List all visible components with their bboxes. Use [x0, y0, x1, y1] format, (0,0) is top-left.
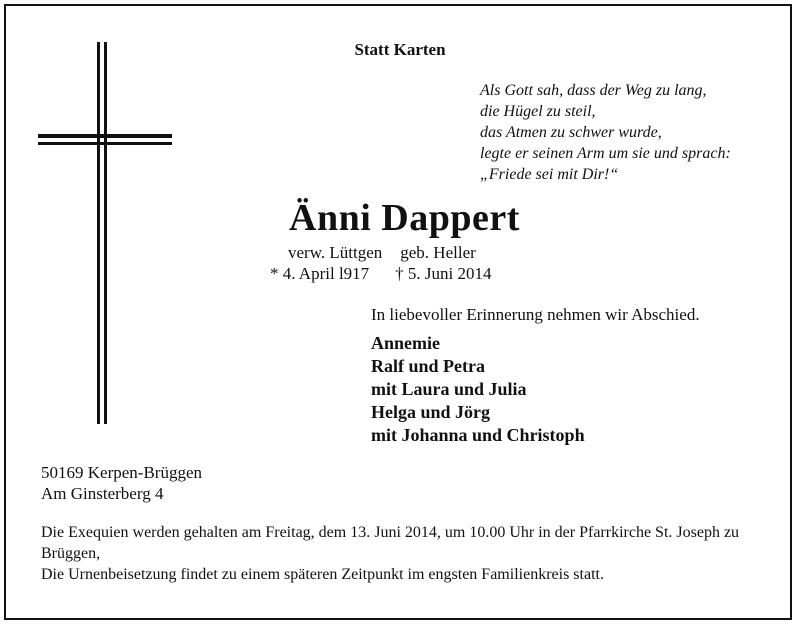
cross-icon [38, 42, 172, 424]
family-member: Helga und Jörg [371, 402, 491, 422]
family-list [371, 332, 585, 447]
funeral-line: Die Exequien werden gehalten am Freitag, dem 13. Juni 2014, um 10.00 Uhr in der Pfarrkirche St. Joseph zu Brüggen, [41, 524, 740, 562]
family-member: Annemie [371, 333, 440, 353]
former-names [288, 243, 476, 263]
address-line: 50169 Kerpen-Brüggen [41, 463, 202, 482]
address-line: Am Ginsterberg 4 [41, 484, 164, 503]
birth-date: * 4. April l917 [270, 264, 370, 283]
family-member: mit Johanna und Christoph [371, 425, 585, 445]
address [41, 462, 202, 504]
farewell-text: In liebevoller Erinnerung nehmen wir Abschied. [371, 305, 700, 324]
life-dates [270, 264, 492, 284]
notice-header: Statt Karten [354, 40, 446, 59]
poem-line: das Atmen zu schwer wurde, [480, 124, 662, 141]
poem-line: die Hügel zu steil, [480, 103, 596, 120]
deceased-name: Änni Dappert [289, 197, 520, 239]
death-date: † 5. Juni 2014 [395, 264, 492, 283]
birth-name: geb. Heller [400, 243, 476, 262]
funeral-line: Die Urnenbeisetzung findet zu einem späteren Zeitpunkt im engsten Familienkreis statt. [41, 566, 604, 583]
poem-line: Als Gott sah, dass der Weg zu lang, [480, 82, 707, 99]
poem-line: „Friede sei mit Dir!“ [480, 166, 619, 183]
widowed-name: verw. Lüttgen [288, 243, 383, 262]
poem [480, 80, 731, 185]
poem-line: legte er seinen Arm um sie und sprach: [480, 145, 731, 162]
family-member: mit Laura und Julia [371, 379, 527, 399]
family-member: Ralf und Petra [371, 356, 485, 376]
funeral-info [41, 522, 771, 585]
